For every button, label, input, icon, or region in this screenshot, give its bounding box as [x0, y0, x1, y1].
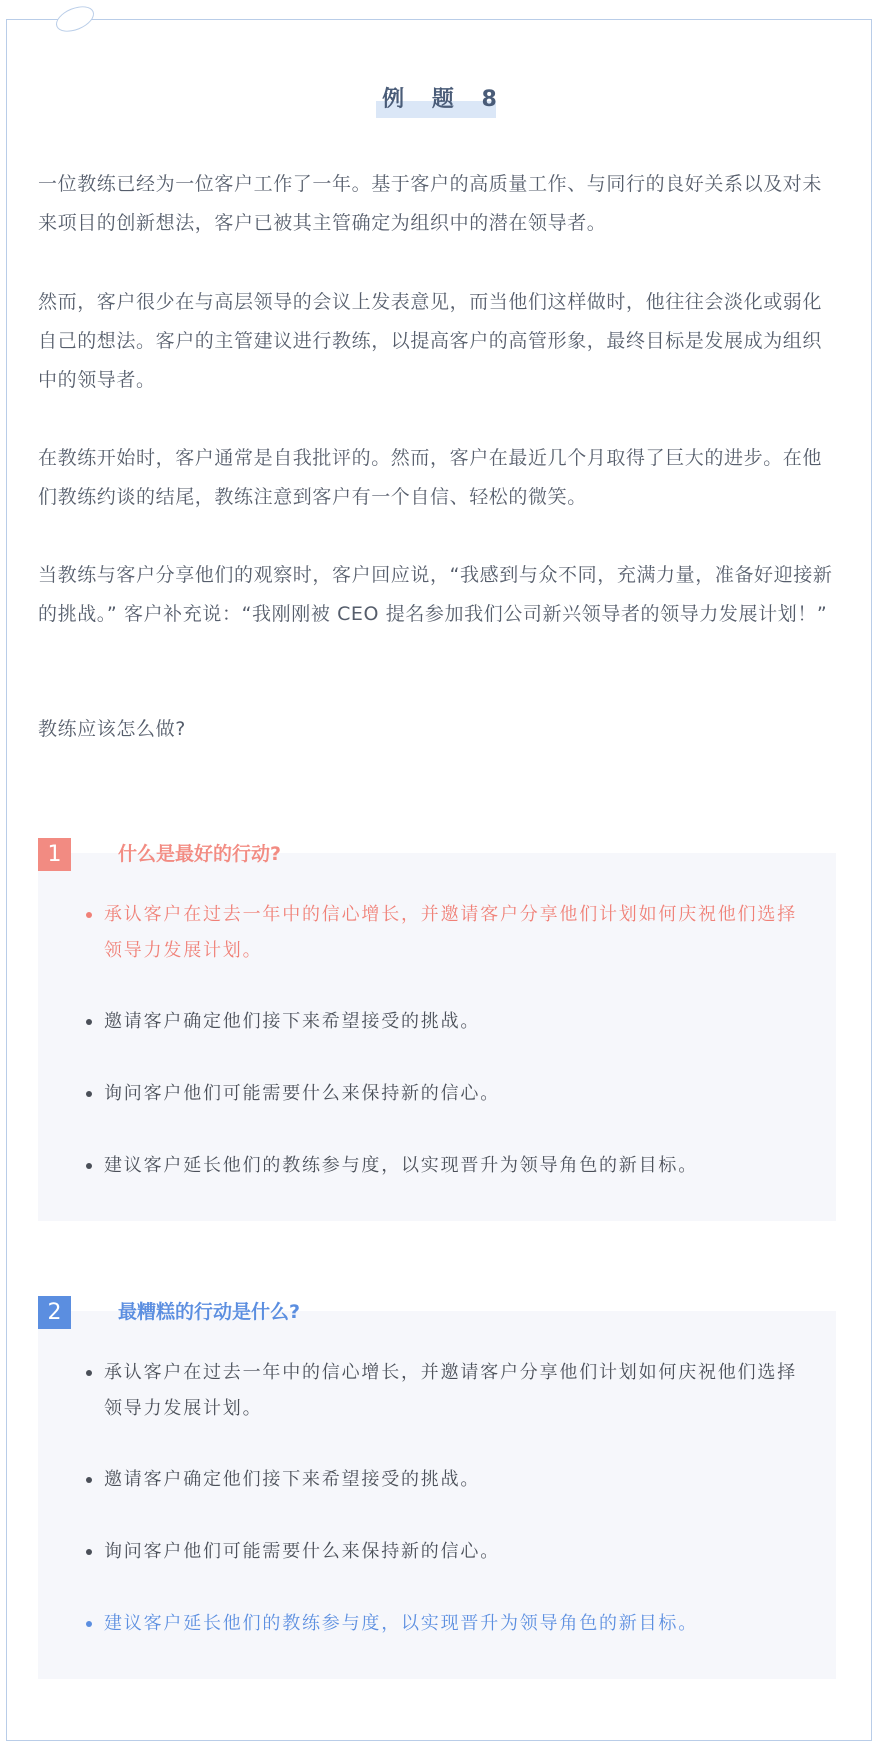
option-label: 询问客户他们可能需要什么来保持新的信心。: [104, 1083, 500, 1104]
section-number-badge-1: 1: [38, 838, 71, 871]
best-option-2[interactable]: [86, 1004, 806, 1040]
bullet-icon: [86, 1621, 92, 1627]
bullet-icon: [86, 912, 92, 918]
worst-action-heading: 最糟糕的行动是什么?: [118, 1301, 301, 1323]
page-title: 例 题 8: [382, 87, 507, 112]
scenario-paragraph-1: 一位教练已经为一位客户工作了一年。基于客户的高质量工作、与同行的良好关系以及对未来项目的创新想法，客户已被其主管确定为组织中的潜在领导者。: [38, 173, 823, 234]
option-label: 邀请客户确定他们接下来希望接受的挑战。: [104, 1011, 481, 1032]
bullet-icon: [86, 1019, 92, 1025]
scenario-paragraph-3: 在教练开始时，客户通常是自我批评的。然而，客户在最近几个月取得了巨大的进步。在他们教练约谈的结尾，教练注意到客户有一个自信、轻松的微笑。: [38, 447, 823, 508]
best-option-1[interactable]: [86, 897, 806, 969]
option-label: 承认客户在过去一年中的信心增长，并邀请客户分享他们计划如何庆祝他们选择领导力发展计划。: [104, 1362, 797, 1419]
best-option-3[interactable]: [86, 1076, 806, 1112]
option-label: 询问客户他们可能需要什么来保持新的信心。: [104, 1541, 500, 1562]
bullet-icon: [86, 1091, 92, 1097]
worst-option-4[interactable]: [86, 1606, 806, 1642]
worst-option-1[interactable]: [86, 1355, 806, 1427]
bullet-icon: [86, 1549, 92, 1555]
worst-option-3[interactable]: [86, 1534, 806, 1570]
title-container: [0, 82, 879, 113]
section-number-badge-2: 2: [38, 1296, 71, 1329]
question-text: 教练应该怎么做?: [38, 718, 186, 740]
bullet-icon: [86, 1477, 92, 1483]
worst-option-2[interactable]: [86, 1462, 806, 1498]
option-label: 承认客户在过去一年中的信心增长，并邀请客户分享他们计划如何庆祝他们选择领导力发展计划。: [104, 904, 797, 961]
option-label: 邀请客户确定他们接下来希望接受的挑战。: [104, 1469, 481, 1490]
bullet-icon: [86, 1163, 92, 1169]
best-option-4[interactable]: [86, 1148, 806, 1184]
scenario-paragraph-2: 然而，客户很少在与高层领导的会议上发表意见，而当他们这样做时，他往往会淡化或弱化自己的想法。客户的主管建议进行教练，以提高客户的高管形象，最终目标是发展成为组织中的领导者。: [38, 291, 823, 391]
option-label: 建议客户延长他们的教练参与度，以实现晋升为领导角色的新目标。: [104, 1155, 698, 1176]
bullet-icon: [86, 1370, 92, 1376]
scenario-paragraph-4: 当教练与客户分享他们的观察时，客户回应说，“我感到与众不同，充满力量，准备好迎接新的挑战。” 客户补充说：“我刚刚被 CEO 提名参加我们公司新兴领导者的领导力发展计划！”: [38, 564, 833, 625]
option-label: 建议客户延长他们的教练参与度，以实现晋升为领导角色的新目标。: [104, 1613, 698, 1634]
best-action-heading: 什么是最好的行动?: [118, 843, 282, 865]
